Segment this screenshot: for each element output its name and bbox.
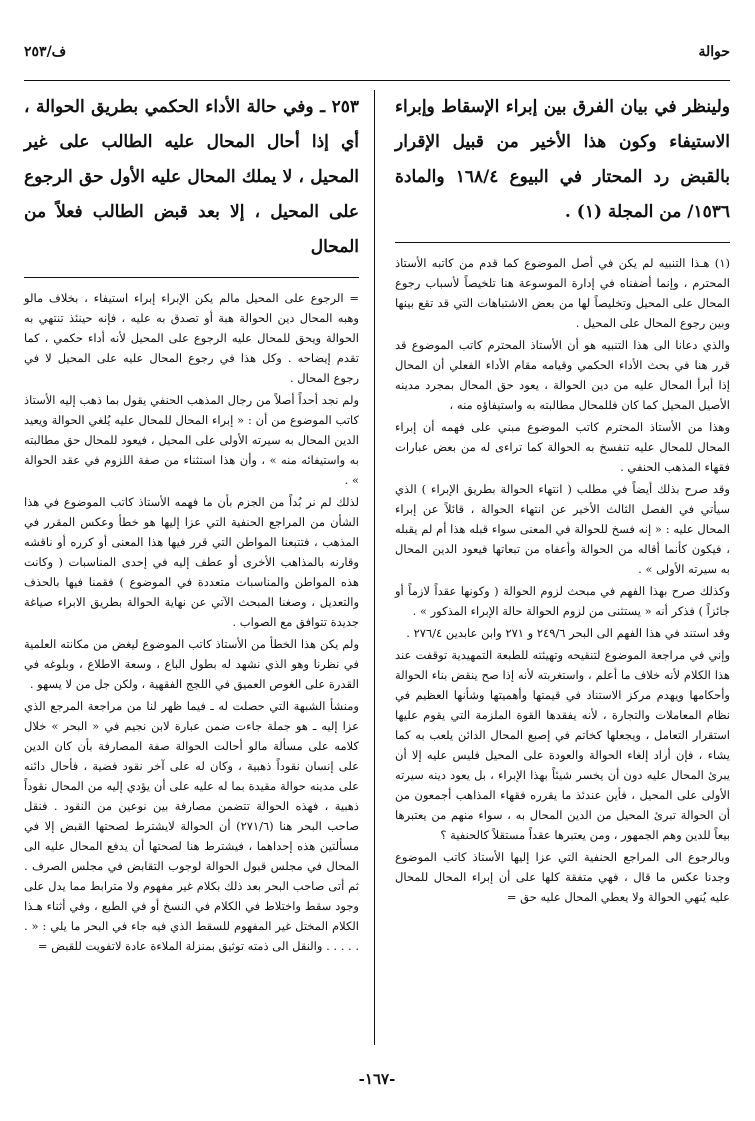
left-column (24, 90, 359, 958)
document-page (24, 40, 730, 1100)
left-footnote-4: ولم يكن هذا الخطأ من الأستاذ كاتب الموضوع ليغض من مكانته العلمية في نظرنا وهو الذي نشهد له بطول الباع ، وسعة الاطلاع ، وبلوغه في القدرة على الغوص العميق في اللجج الفقهية ، ولكن جل من لا يسهو . (24, 637, 359, 691)
right-footnote-3: وهذا من الأستاذ المحترم كاتب الموضوع مبني على فهمه أن إبراء المحال للمحال عليه تنفسخ به الحوالة كما تراءى له من بعض عبارات فقهاء المذهب الحنفي . (395, 420, 730, 474)
page-number: -١٦٧- (358, 1070, 396, 1088)
right-footnote-8: وبالرجوع الى المراجع الحنفية التي عزا إليها الأستاذ كاتب الموضوع وجدنا عكس ما قال ، فهي متفقة كلها على أن إبراء المحال للمحال عليه يُنهي الحوالة ولا يعطي المحال عليه حق = (395, 850, 730, 904)
right-footnote-2: والذي دعانا الى هذا التنبيه هو أن الأستاذ المحترم كاتب الموضوع قد قرر هنا في بحث الأداء الحكمي وقيامه مقام الأداء الفعلي أن المحال إذا أبرأ المحال عليه من دين الحوالة ، يعود حق المحال بمجرد مدينه الأصيل المحيل كما كان فللمحال مطالبته به واستيفاؤه منه ، (395, 338, 730, 412)
header-right-label: حوالة (698, 44, 730, 60)
left-footnote-2: ولم نجد أحداً أصلاً من رجال المذهب الحنفي يقول بما ذهب إليه الأستاذ كاتب الموضوع من أن : « إبراء المحال للمحال عليه يُلغي الحوالة ويعيد الدين المحال به سيرته الأولى على المحيل ، فيعود للمحال حق مطالبته به واستيفائه منه » ، وأن هذا استثناء من صفة اللزوم في عقد الحوالة » . (24, 393, 359, 487)
right-column (395, 90, 730, 909)
right-footnote-5: وكذلك صرح بهذا الفهم في مبحث لزوم الحوالة ( وكونها عقداً لازماً أو جائزاً ) فذكر أنه « يستثنى من لزوم الحوالة حالة الإبراء المذكور » . (395, 584, 730, 618)
right-main-text: ولينظر في بيان الفرق بين إبراء الإسقاط وإبراء الاستيفاء وكون هذا الأخير من قبيل الإقرار بالقبض رد المحتار في البيوع ١٦٨/٤ والمادة ١٥٣٦/ من المجلة (١) . (395, 97, 730, 222)
running-header (24, 40, 730, 80)
right-footnote-6: وقد استند في هذا الفهم الى البحر ٢٤٩/٦ و ٢٧١ وابن عابدين ٢٧٦/٤ . (406, 626, 730, 640)
right-footnote-4: وقد صرح بذلك أيضاً في مطلب ( انتهاء الحوالة بطريق الإبراء ) الذي سيأتي في الفصل الثالث الأخير عن انتهاء الحوالة ، قائلاً عن إبراء المحال عليه : « إنه فسخ للحوالة في المعنى سواء قبله هذا أم لم يقبله ، فيكون كأنما أقاله من الحوالة وأعفاه من تبعاتها فيعود الدين المحال به سيرته الأولى » . (395, 482, 730, 576)
header-rule (24, 80, 730, 81)
left-footnote-rule (24, 277, 359, 278)
left-main-text: ٢٥٣ ـ وفي حالة الأداء الحكمي بطريق الحوالة ، أي إذا أحال المحال عليه الطالب على غير المحيل ، لا يملك المحال عليه الأول حق الرجوع على المحيل ، إلا بعد قبض الطالب فعلاً من المحال (24, 97, 359, 257)
left-footnote-3: لذلك لم نر بُداً من الجزم بأن ما فهمه الأستاذ كاتب الموضوع في هذا الشأن من المراجع الحنفية التي عزا إليها هو خطأ وعكس المقرر في المذهب ، فتتبعنا المواطن التي قرر فيها هذا المعنى أو كرره أو ناقشه وقارنه بالمذاهب الأخرى أو عطف إليه في إحدى المناسبات ( وكانت هذه المواطن والمناسبات متعددة في الموضوع ) فقمنا فيها بالحذف والتعديل ، وصغنا المبحث الآتي عن نهاية الحوالة بطريق الابراء صياغة جديدة تتوافق مع الصواب . (24, 495, 359, 629)
left-footnote-5: ومنشأ الشبهة التي حصلت له ـ فيما ظهر لنا من مراجعة المرجع الذي عزا إليه ـ هو جملة جاءت ضمن عبارة لابن نجيم في « البحر » خلال كلامه على مسألة مالو أحالت الحوالة صفة المصارفة بأن كان الدين على إنسان نقوداً ذهبية ، وكان له على آخر نقود فضية ، فأحال دائنه على مدينه حوالة مقيدة بما له عليه على أن يؤدي إليه من المحال نقوداً ذهبية ، فهذه الحوالة تتضمن مصارفة بين نوعين من النقود . فنقل صاحب البحر هنا (٢٧١/٦) أن الحوالة لايشترط لصحتها القبض إلا في مسألتين هذه إحداهما ، فيشترط هنا لصحتها أن يدفع المحال عليه الى المحال في مجلس قبول الحوالة لوجوب التقابض في مجلس الصرف . ثم أتى صاحب البحر بعد ذلك بكلام غير مفهوم ولا مترابط مما يدل على وجود سقط واختلاط في الكلام في النسخ أو في الطبع ، وفي أثناء هـذا الكلام المختل غير المفهوم للسقط الذي فيه جاء في البحر ما يلي : « . . . . . . والنقل الى ذمته توثيق بمنزلة الملاءة عادة لاتفويت للقبض = (24, 699, 359, 953)
column-divider (374, 90, 375, 1045)
right-footnote-7: وإني في مراجعة الموضوع لتنقيحه وتهيئته للطبعة التمهيدية توقفت عند هذا الكلام لأنه خلاف ما أعلم ، واستغربته لأنه إذا صح ينقض بناء الحوالة وأحكامها ويهدم مركز الاستناد في قيمتها وأهميتها وشأنها العظيم في نظام المعاملات والتجارة ، لأنه يفقدها القوة الملزمة التي يقوم عليها استقرار التعامل ، ويجعلها كخاتم في إصبع المحال الدائن يلعب به كما يشاء ، فإن أراد إلغاء الحوالة والعودة على المحيل فليس عليه إلا أن يبرئ المحال عليه دون أن يخسر شيئاً بهذا الإبراء ، بل يعود دينه سيرته الأولى على المحيل ، فأين عندئذ ما يقرره فقهاء المذاهب أجمعون من أن الحوالة تبرئ المحيل من الدين المحال به ، سواء منهم من يعتبرها بيعاً للدين وهم الجمهور ، ومن يعتبرها عقداً مستقلاً كالحنفية ؟ (395, 648, 731, 842)
left-footnote-1: = الرجوع على المحيل مالم يكن الإبراء إبراء استيفاء ، بخلاف مالو وهبه المحال دين الحوالة هبة أو تصدق به عليه ، فإنه حينئذ تنتهي به الحوالة ويحق للمحال عليه الرجوع على المحيل لأنه أداء حكمي ، كما تقدم إيضاحه . وكل هذا في رجوع المحال عليه على المحيل لا في رجوع المحال . (24, 291, 359, 385)
header-section-ref: ف/٢٥٣ (24, 44, 67, 60)
right-footnote-rule (395, 242, 730, 243)
right-footnote-1: (١) هـذا التنبيه لم يكن في أصل الموضوع كما قدم من كاتبه الأستاذ المحترم ، وإنما أضفناه في إدارة الموسوعة هنا تلخيصاً لأسباب رجوع المحال على المحيل وتخليصاً لها من بعض الاشتباهات التي قد تقع بينها وبين رجوع المحال على المحيل . (395, 256, 730, 330)
